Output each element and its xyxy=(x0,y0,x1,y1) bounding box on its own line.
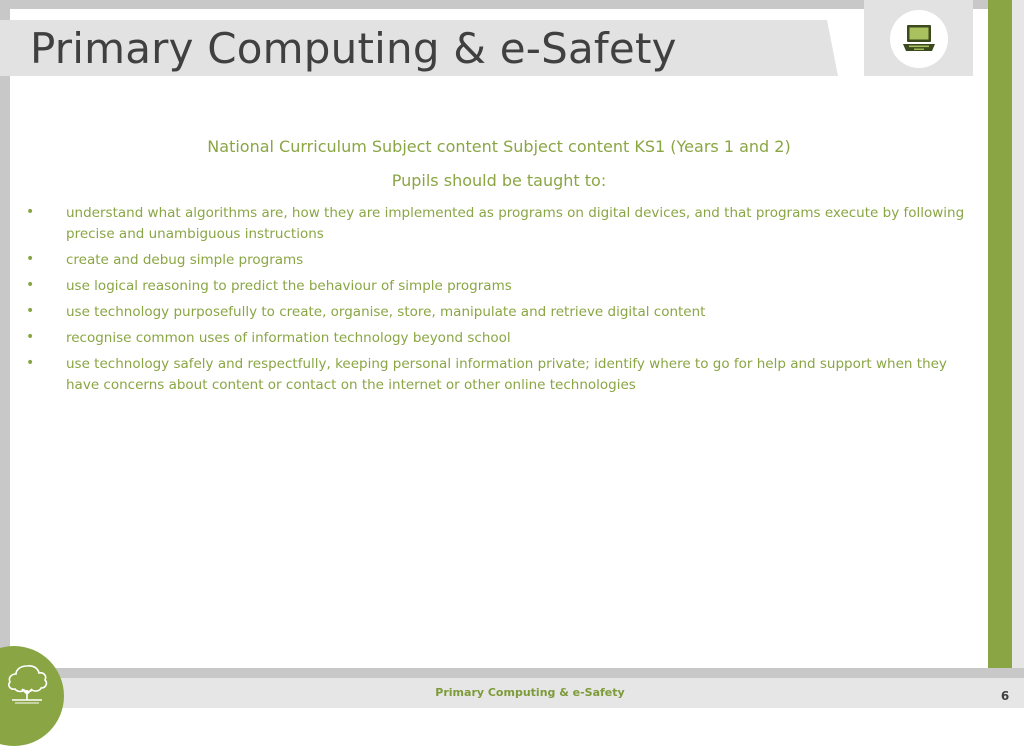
bullet-icon: • xyxy=(26,251,35,267)
footer-divider xyxy=(0,668,1024,678)
page-title: Primary Computing & e-Safety xyxy=(30,24,677,73)
bullet-icon: • xyxy=(26,303,35,319)
footer-title: Primary Computing & e-Safety xyxy=(435,686,625,699)
bullet-icon: • xyxy=(26,277,35,293)
bullet-icon: • xyxy=(26,204,35,220)
bullet-icon: • xyxy=(26,355,35,371)
tree-logo-icon xyxy=(0,646,64,746)
right-frame-bar xyxy=(1012,0,1024,708)
list-item-text: use logical reasoning to predict the behaviour of simple programs xyxy=(66,278,512,294)
list-item-text: use technology purposefully to create, organise, store, manipulate and retrieve digital content xyxy=(66,304,706,320)
laptop-icon xyxy=(890,10,948,68)
page-number: 6 xyxy=(1000,689,1010,703)
list-item-text: understand what algorithms are, how they are implemented as programs on digital devices, and that programs execute by following precise and unambiguous instructions xyxy=(66,205,965,242)
left-frame-bar xyxy=(0,0,10,708)
list-item-text: recognise common uses of information technology beyond school xyxy=(66,330,511,346)
list-item xyxy=(26,353,966,395)
bullet-icon: • xyxy=(26,329,35,345)
right-accent-bar xyxy=(988,0,1012,678)
curriculum-bullet-list xyxy=(26,202,966,400)
curriculum-heading: National Curriculum Subject content Subject content KS1 (Years 1 and 2) xyxy=(207,137,791,156)
list-item-text: create and debug simple programs xyxy=(66,252,304,268)
list-item-text: use technology safely and respectfully, keeping personal information private; identify where to go for help and support when they have concerns about content or contact on the internet or other online technologies xyxy=(66,356,947,393)
list-item xyxy=(26,327,966,348)
list-item xyxy=(26,249,966,270)
list-item xyxy=(26,202,966,244)
list-item xyxy=(26,275,966,296)
list-item xyxy=(26,301,966,322)
taught-to-heading: Pupils should be taught to: xyxy=(391,171,607,190)
